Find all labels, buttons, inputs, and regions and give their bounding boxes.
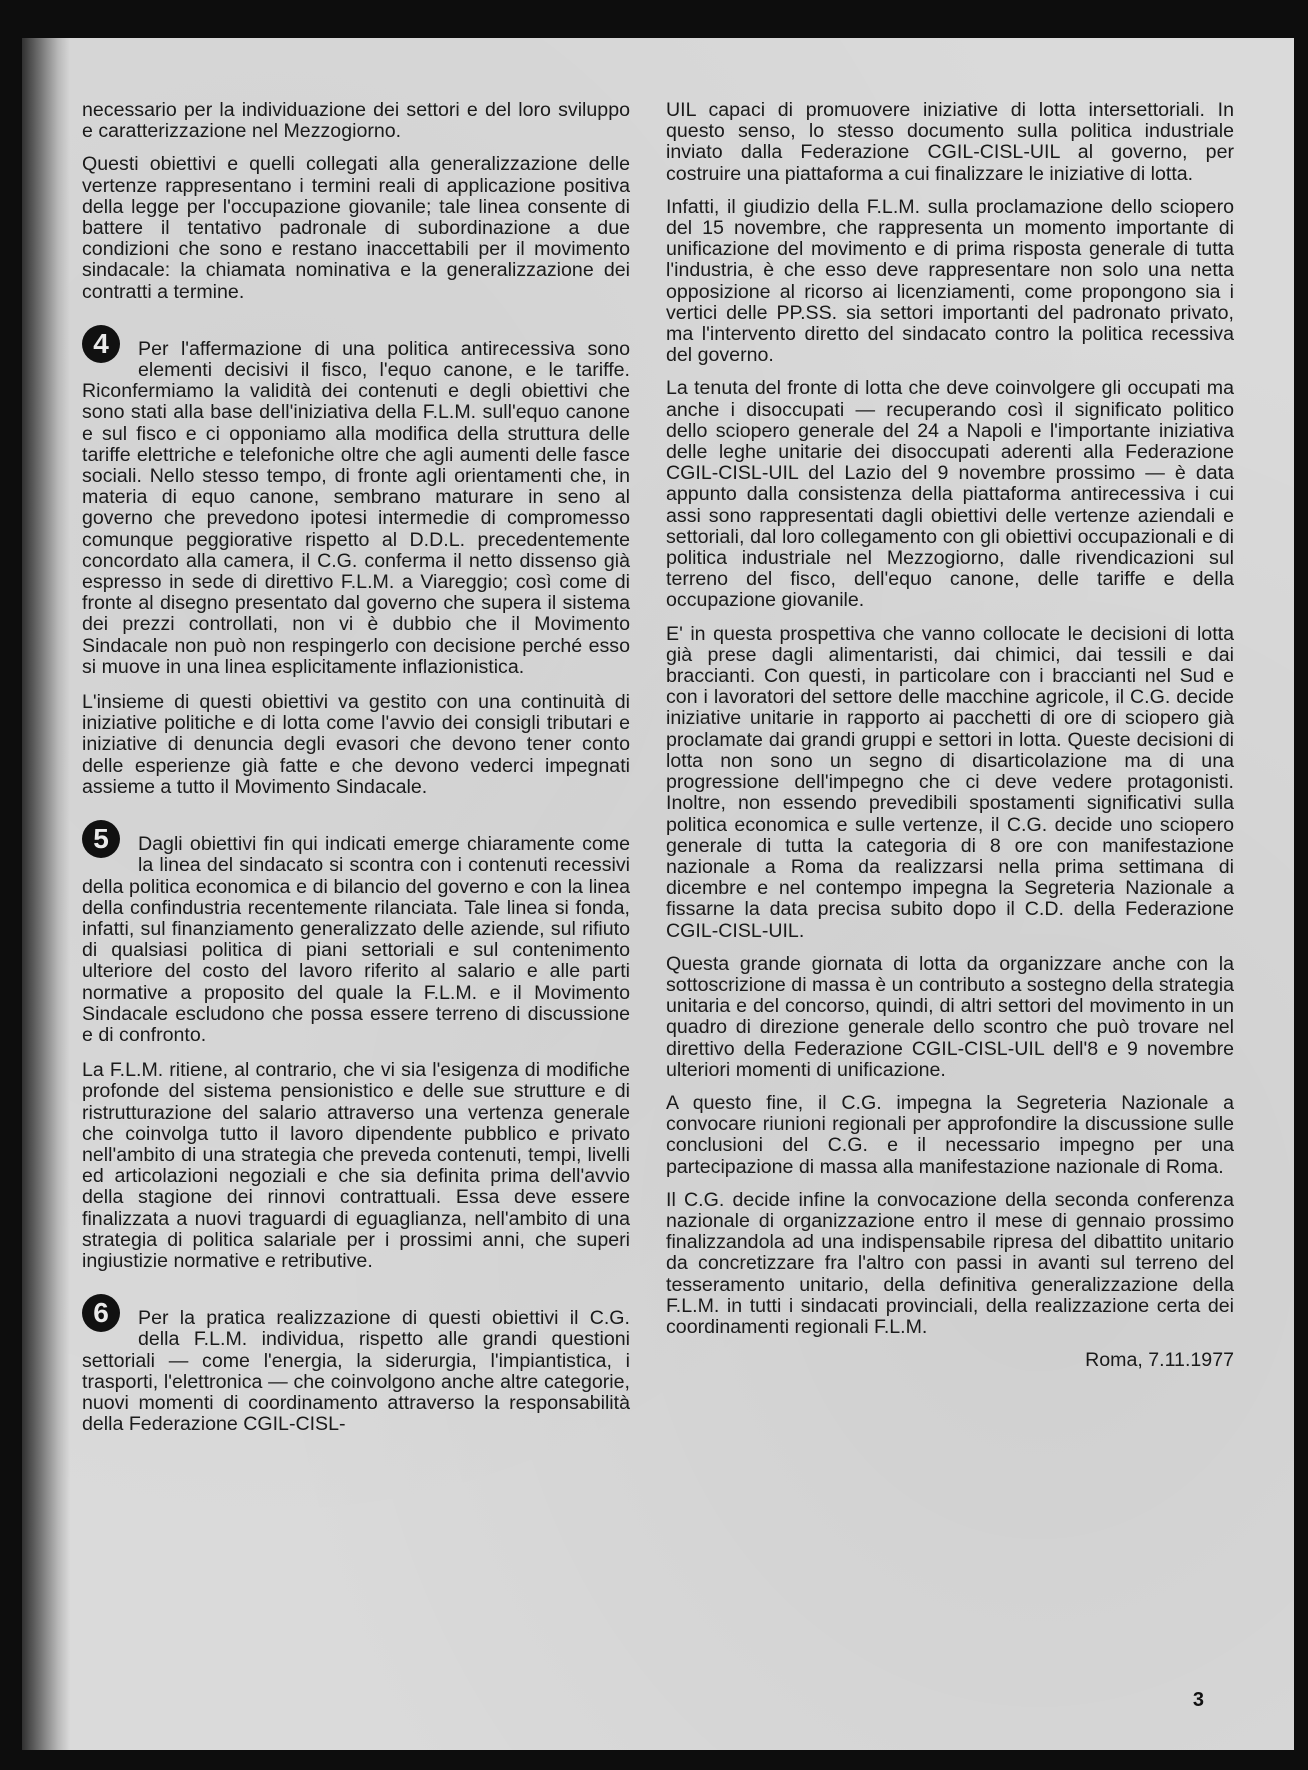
section-number-badge: 4 [82, 325, 120, 363]
paragraph: Dagli obiettivi fin qui indicati emerge chiaramente come la linea del sindacato si scontra con i contenuti recessivi della politica economica e di bilancio del governo e con la linea della confindustria recentemente rilanciata. Tale linea si fonda, infatti, sul finanziamento generalizzato delle aziende, sul rifiuto di qualsiasi politica di piani settoriali e sul contenimento ulteriore del costo del lavoro riferito al salario e alle parti normative a proposito del quale la F.L.M. e il Movimento Sindacale escludono che possa essere terreno di discussione e di confronto. [82, 833, 630, 1046]
paragraph: Questi obiettivi e quelli collegati alla generalizzazione delle vertenze rappresentano i termini reali di applicazione positiva della legge per l'occupazione giovanile; tale linea consente di battere il tentativo padronale di subordinazione a due condizioni che sono e restano inaccettabili per il movimento sindacale: la chiamata nominativa e la generalizzazione dei contratti a termine. [82, 153, 630, 303]
paragraph: Infatti, il giudizio della F.L.M. sulla proclamazione dello sciopero del 15 novembre, che rappresenta un momento importante di unificazione del movimento e di prima risposta generale di tutta l'industria, è che esso deve rappresentare non solo una netta opposizione al ricorso ai licenziamenti, come propongono sia i vertici delle PP.SS. sia settori importanti del padronato privato, ma l'intervento diretto del sindacato contro la politica recessiva del governo. [666, 195, 1234, 367]
paragraph: A questo fine, il C.G. impegna la Segreteria Nazionale a convocare riunioni regionali per approfondire la discussione sulle conclusioni del C.G. e il necessario impegno per una partecipazione di massa alla manifestazione nazionale di Roma. [666, 1091, 1234, 1178]
paragraph: Il C.G. decide infine la convocazione della seconda conferenza nazionale di organizzazione entro il mese di gennaio prossimo finalizzandola ad una indispensabile ripresa del dibattito unitario da concretizzare fra l'altro con passi in avanti sul terreno del tesseramento unitario, della definitiva generalizzazione della F.L.M. in tutti i sindacati provinciali, della realizzazione certa dei coordinamenti regionali F.L.M. [666, 1188, 1234, 1338]
paragraph: Per la pratica realizzazione di questi obiettivi il C.G. della F.L.M. individua, rispetto alle grandi questioni settoriali — come l'energia, la siderurgia, l'impiantistica, i trasporti, l'elettronica — che coinvolgono anche altre categorie, nuovi momenti di coordinamento attraverso la responsabilità della Federazione CGIL-CISL- [82, 1307, 630, 1436]
date-signature: Roma, 7.11.1977 [1085, 1349, 1234, 1372]
document-page [22, 38, 1294, 1750]
section-number-badge: 6 [82, 1294, 120, 1332]
section-4 [82, 325, 630, 678]
right-column [666, 100, 1234, 1383]
paragraph: necessario per la individuazione dei settori e del loro sviluppo e caratterizzazione nel Mezzogiorno. [82, 99, 630, 143]
paragraph: E' in questa prospettiva che vanno collocate le decisioni di lotta già prese dagli alimentaristi, dai chimici, dai tessili e dai braccianti. Con questi, in particolare con i braccianti nel Sud e con i lavoratori del settore delle macchine agricole, il C.G. decide iniziative unitarie in rapporto ai pacchetti di ore di sciopero già proclamate dai grandi gruppi e settori in lotta. Queste decisioni di lotta non sono un segno di disarticolazione ma di una progressione dell'impegno che ci deve vedere protagonisti. Inoltre, non essendo prevedibili spostamenti significativi sulla politica economica e sulle vertenze, il C.G. decide uno sciopero generale di tutta la categoria di 8 ore con manifestazione nazionale a Roma da realizzarsi nella prima settimana di dicembre e nel contempo impegna la Segreteria Nazionale a fissarne la data precisa subito dopo il C.D. della Federazione CGIL-CISL-UIL. [666, 622, 1234, 942]
paragraph: La tenuta del fronte di lotta che deve coinvolgere gli occupati ma anche i disoccupati — recuperando così il significato politico dello sciopero generale del 24 a Napoli e l'importante iniziativa delle leghe unitarie dei disoccupati aderenti alla Federazione CGIL-CISL-UIL del Lazio del 9 novembre prossimo — è data appunto dalla consistenza della piattaforma antirecessiva i cui assi sono rappresentati dagli obiettivi delle vertenze aziendali e settoriali, dal loro collegamento con gli obiettivi occupazionali e di politica industriale nel Mezzogiorno, dalle rivendicazioni sul terreno del fisco, dell'equo canone, delle tariffe e della occupazione giovanile. [666, 377, 1234, 612]
page-number: 3 [1192, 1689, 1204, 1711]
paragraph: L'insieme di questi obiettivi va gestito con una continuità di iniziative politiche e di lotta come l'avvio dei consigli tributari e iniziative di denuncia degli evasori che devono tener conto delle esperienze già fatte e che devono vederci impegnati assieme a tutto il Movimento Sindacale. [82, 691, 630, 798]
paragraph: Per l'affermazione di una politica antirecessiva sono elementi decisivi il fisco, l'equo canone, e le tariffe. Riconfermiamo la validità dei contenuti e degli obiettivi che sono stati alla base dell'iniziativa della F.L.M. sull'equo canone e sul fisco e ci opponiamo alla modifica della struttura delle tariffe elettriche e telefoniche oltre che agli aumenti delle fasce sociali. Nello stesso tempo, di fronte agli orientamenti che, in materia di equo canone, sembrano maturare in seno al governo che prevedono ipotesi intermedie di compromesso comunque peggiorative rispetto al D.D.L. precedentemente concordato alla camera, il C.G. conferma il netto dissenso già espresso in sede di direttivo F.L.M. a Viareggio; così come di fronte al disegno presentato dal governo che supera il sistema dei prezzi controllati, non vi è dubbio che il Movimento Sindacale non può non respingerlo con decisione perché esso si muove in una linea esplicitamente inflazionistica. [82, 337, 630, 678]
section-6 [82, 1294, 630, 1435]
left-column [82, 100, 630, 1449]
section-5 [82, 820, 630, 1046]
paragraph: UIL capaci di promuovere iniziative di lotta intersettoriali. In questo senso, lo stesso documento sulla politica industriale inviato dalla Federazione CGIL-CISL-UIL al governo, per costruire una piattaforma a cui finalizzare le iniziative di lotta. [666, 99, 1234, 185]
binding-shadow [22, 38, 70, 1750]
section-number-badge: 5 [82, 820, 120, 858]
paragraph: La F.L.M. ritiene, al contrario, che vi sia l'esigenza di modifiche profonde del sistema pensionistico e delle sue strutture e di ristrutturazione del salario attraverso una vertenza generale che coinvolga tutto il lavoro dipendente pubblico e privato nell'ambito di una strategia che preveda contenuti, tempi, livelli ed articolazioni negoziali e che sia definita prima dell'avvio della stagione dei rinnovi contrattuali. Essa deve essere finalizzata a nuovi traguardi di eguaglianza, nell'ambito di una strategia di politica salariale per i prossimi anni, che superi ingiustizie normative e retributive. [82, 1059, 630, 1272]
paragraph: Questa grande giornata di lotta da organizzare anche con la sottoscrizione di massa è un contributo a sostegno della strategia unitaria e del concorso, quindi, di altri settori del movimento in un quadro di direzione generale dello scontro che può trovare nel direttivo della Federazione CGIL-CISL-UIL dell'8 e 9 novembre ulteriori momenti di unificazione. [666, 952, 1234, 1081]
